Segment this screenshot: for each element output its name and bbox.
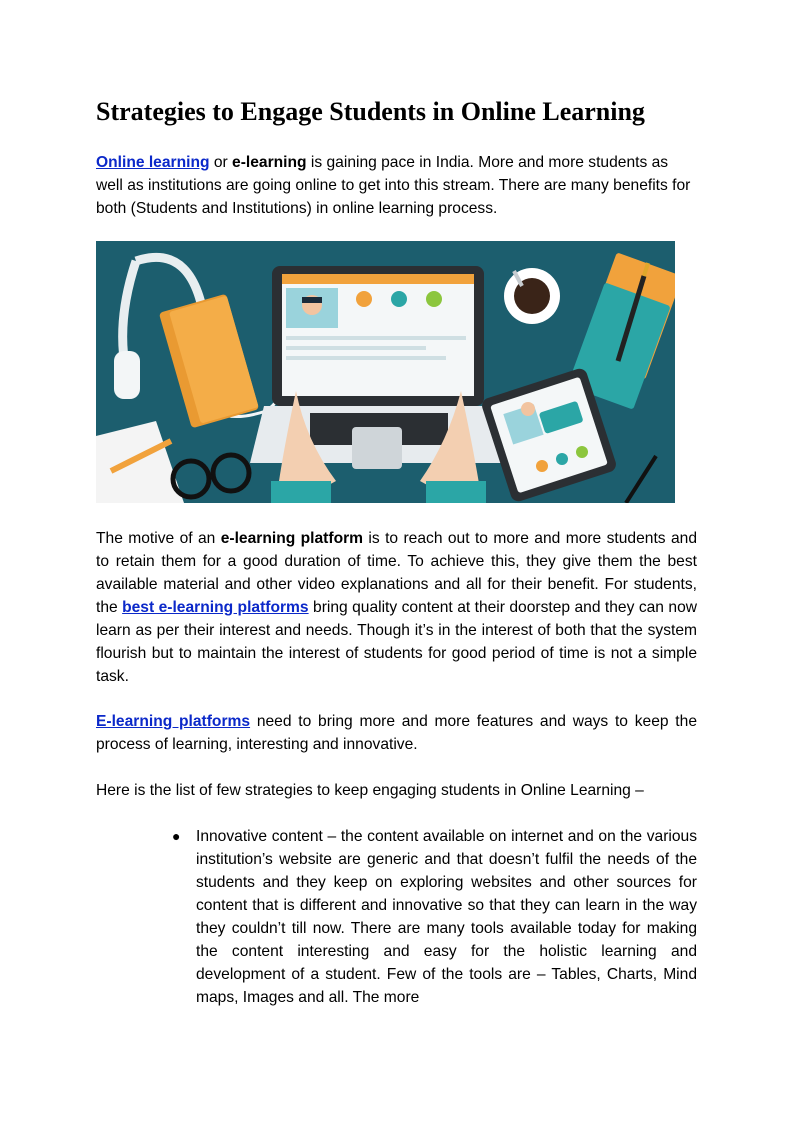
motive-paragraph xyxy=(96,527,697,688)
hero-illustration xyxy=(96,241,675,503)
list-item-text: Innovative content – the content available on internet and on the various institution’s website are generic and that doesn’t fulfil the needs of the students and they keep on exploring websites and other sources for content that is different and innovative so that they can learn in the way they couldn’t till now. There are many tools available today for making the content interesting and easy for the holistic learning and development of a student. Few of the tools are – Tables, Charts, Mind maps, Images and all. The more xyxy=(196,828,697,1006)
intro-paragraph xyxy=(96,151,697,220)
motive-mid: is to reach out to more and more students and to retain them for a good duration of time. To achieve this, they give them the best available material and other video explanations and all for their benefit. For students, the xyxy=(96,530,697,616)
platforms-paragraph xyxy=(96,710,697,756)
best-elearning-platforms-link[interactable]: best e-learning platforms xyxy=(122,599,309,616)
strategy-list xyxy=(172,825,697,1009)
online-learning-link[interactable]: Online learning xyxy=(96,154,210,171)
motive-lead: The motive of an xyxy=(96,530,221,547)
motive-tail: bring quality content at their doorstep and they can now learn as per their interest and needs. Though it’s in the interest of both that the system flourish but to maintain the interest of students for good period of time is not a simple task. xyxy=(96,599,697,685)
bullet-icon: ● xyxy=(172,828,181,844)
elearning-platform-bold: e-learning platform xyxy=(220,530,364,547)
elearning-platforms-link[interactable]: E-learning platforms xyxy=(96,713,251,730)
platforms-text: need to bring more and more features and ways to keep the process of learning, interesting and innovative. xyxy=(96,713,697,753)
list-item xyxy=(172,825,697,1009)
intro-text: is gaining pace in India. More and more students as well as institutions are going online to get into this stream. There are many benefits for both (Students and Institutions) in online learning process. xyxy=(96,154,691,217)
list-intro: Here is the list of few strategies to keep engaging students in Online Learning – xyxy=(96,782,644,799)
intro-or: or xyxy=(209,154,233,171)
elearning-bold: e-learning xyxy=(232,154,307,171)
page-title: Strategies to Engage Students in Online Learning xyxy=(96,97,645,126)
